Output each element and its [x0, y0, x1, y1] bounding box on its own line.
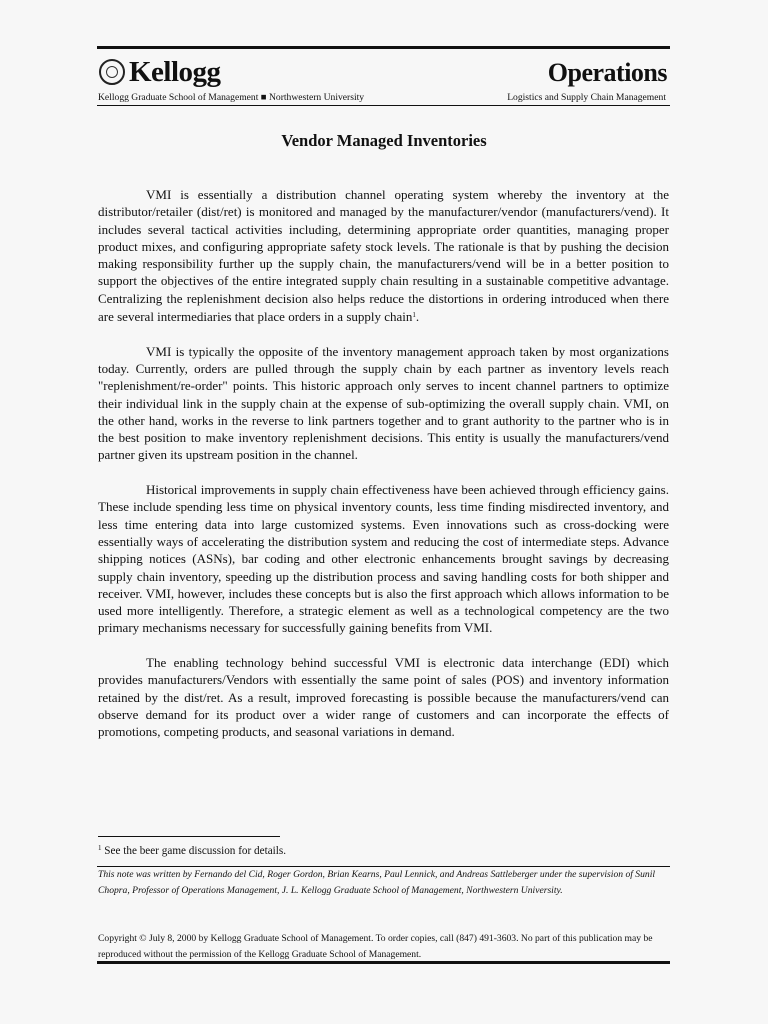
footnote-divider	[98, 836, 280, 837]
paragraph: The enabling technology behind successful VMI is electronic data interchange (EDI) which provides manufacturers/Vendors with essentially the same point of sales (POS) and inventory information retained by the dist/ret. As a result, improved forecasting is possible because the manufacturers/vend can observe demand for its product over a wider range of customers and can incorporate the effects of promotions, competing products, and seasonal variations in demand.	[98, 655, 669, 740]
footer-bottom-rule	[97, 961, 670, 964]
department-title: Operations	[547, 58, 667, 87]
kellogg-logo	[99, 57, 221, 87]
paragraph: VMI is typically the opposite of the inventory management approach taken by most organizations today. Currently, orders are pulled through the supply chain by each partner as inventory levels reach "replenishment/re-order" points. This historic approach only serves to incent channel partners to optimize their individual link in the supply chain at the expense of sub-optimizing the overall supply chain. VMI, on the other hand, works in the reverse to link partners together and to grant authority to the partner who is in the best position to make inventory replenishment decisions. This entity is usually the manufacturers/vend partner given its upstream position in the channel.	[98, 343, 669, 463]
header-bottom-rule	[97, 105, 670, 106]
document-body	[98, 186, 669, 758]
header-top-rule	[97, 46, 670, 49]
university-seal-icon	[99, 59, 125, 85]
copyright-notice: Copyright © July 8, 2000 by Kellogg Graduate School of Management. To order copies, call (847) 491-3603. No part of this publication may be reproduced without the permission of the Kellogg Graduate School of Management.	[98, 933, 653, 960]
department-subtitle: Logistics and Supply Chain Management	[507, 92, 666, 103]
footnote-text: See the beer game discussion for details.	[104, 845, 287, 857]
footnote	[98, 844, 286, 857]
paragraph: Historical improvements in supply chain effectiveness have been achieved through efficiency gains. These include spending less time on physical inventory counts, less time finding misdirected inventory, and less time entering data into large customized systems. Even innovations such as cross-docking were essentially ways of accelerating the distribution system and reducing the cost of intermediate steps. Advance shipping notices (ASNs), bar coding and other electronic enhancements brought savings by decreasing supply chain inventory, speeding up the distribution process and saving handling costs for both shipper and receiver. VMI, however, includes these concepts but is also the first approach which allows information to be used more intelligently. Therefore, a strategic element as well as a technological competency are the two primary mechanisms necessary for successfully gaining benefits from VMI.	[98, 482, 669, 636]
footnote-reference: 1	[412, 311, 416, 320]
footnote-mark: 1	[98, 844, 102, 852]
authors-note: This note was written by Fernando del Cid, Roger Gordon, Brian Kearns, Paul Lennick, and Andreas Sattleberger under the supervision of Sunil Chopra, Professor of Operations Management, J. L. Kellogg Graduate School of Management, Northwestern University.	[98, 869, 656, 896]
brand-name: Kellogg	[129, 56, 221, 88]
school-subtitle: Kellogg Graduate School of Management ■ Northwestern University	[98, 92, 365, 103]
paragraph: VMI is essentially a distribution channel operating system whereby the inventory at the distributor/retailer (dist/ret) is monitored and managed by the manufacturer/vendor (manufacturers/vend). It includes several tactical activities including, determining appropriate order quantities, managing proper product mixes, and configuring appropriate safety stock levels. The rationale is that by pushing the decision making responsibility further up the supply chain, the manufacturers/vend will be in a better position to support the objectives of the entire integrated supply chain resulting in a sustainable competitive advantage. Centralizing the replenishment decision also helps reduce the distortions in ordering introduced when there are several intermediaries that place orders in a supply chain$^1$.	[98, 187, 669, 325]
document-title: Vendor Managed Inventories	[281, 131, 487, 150]
